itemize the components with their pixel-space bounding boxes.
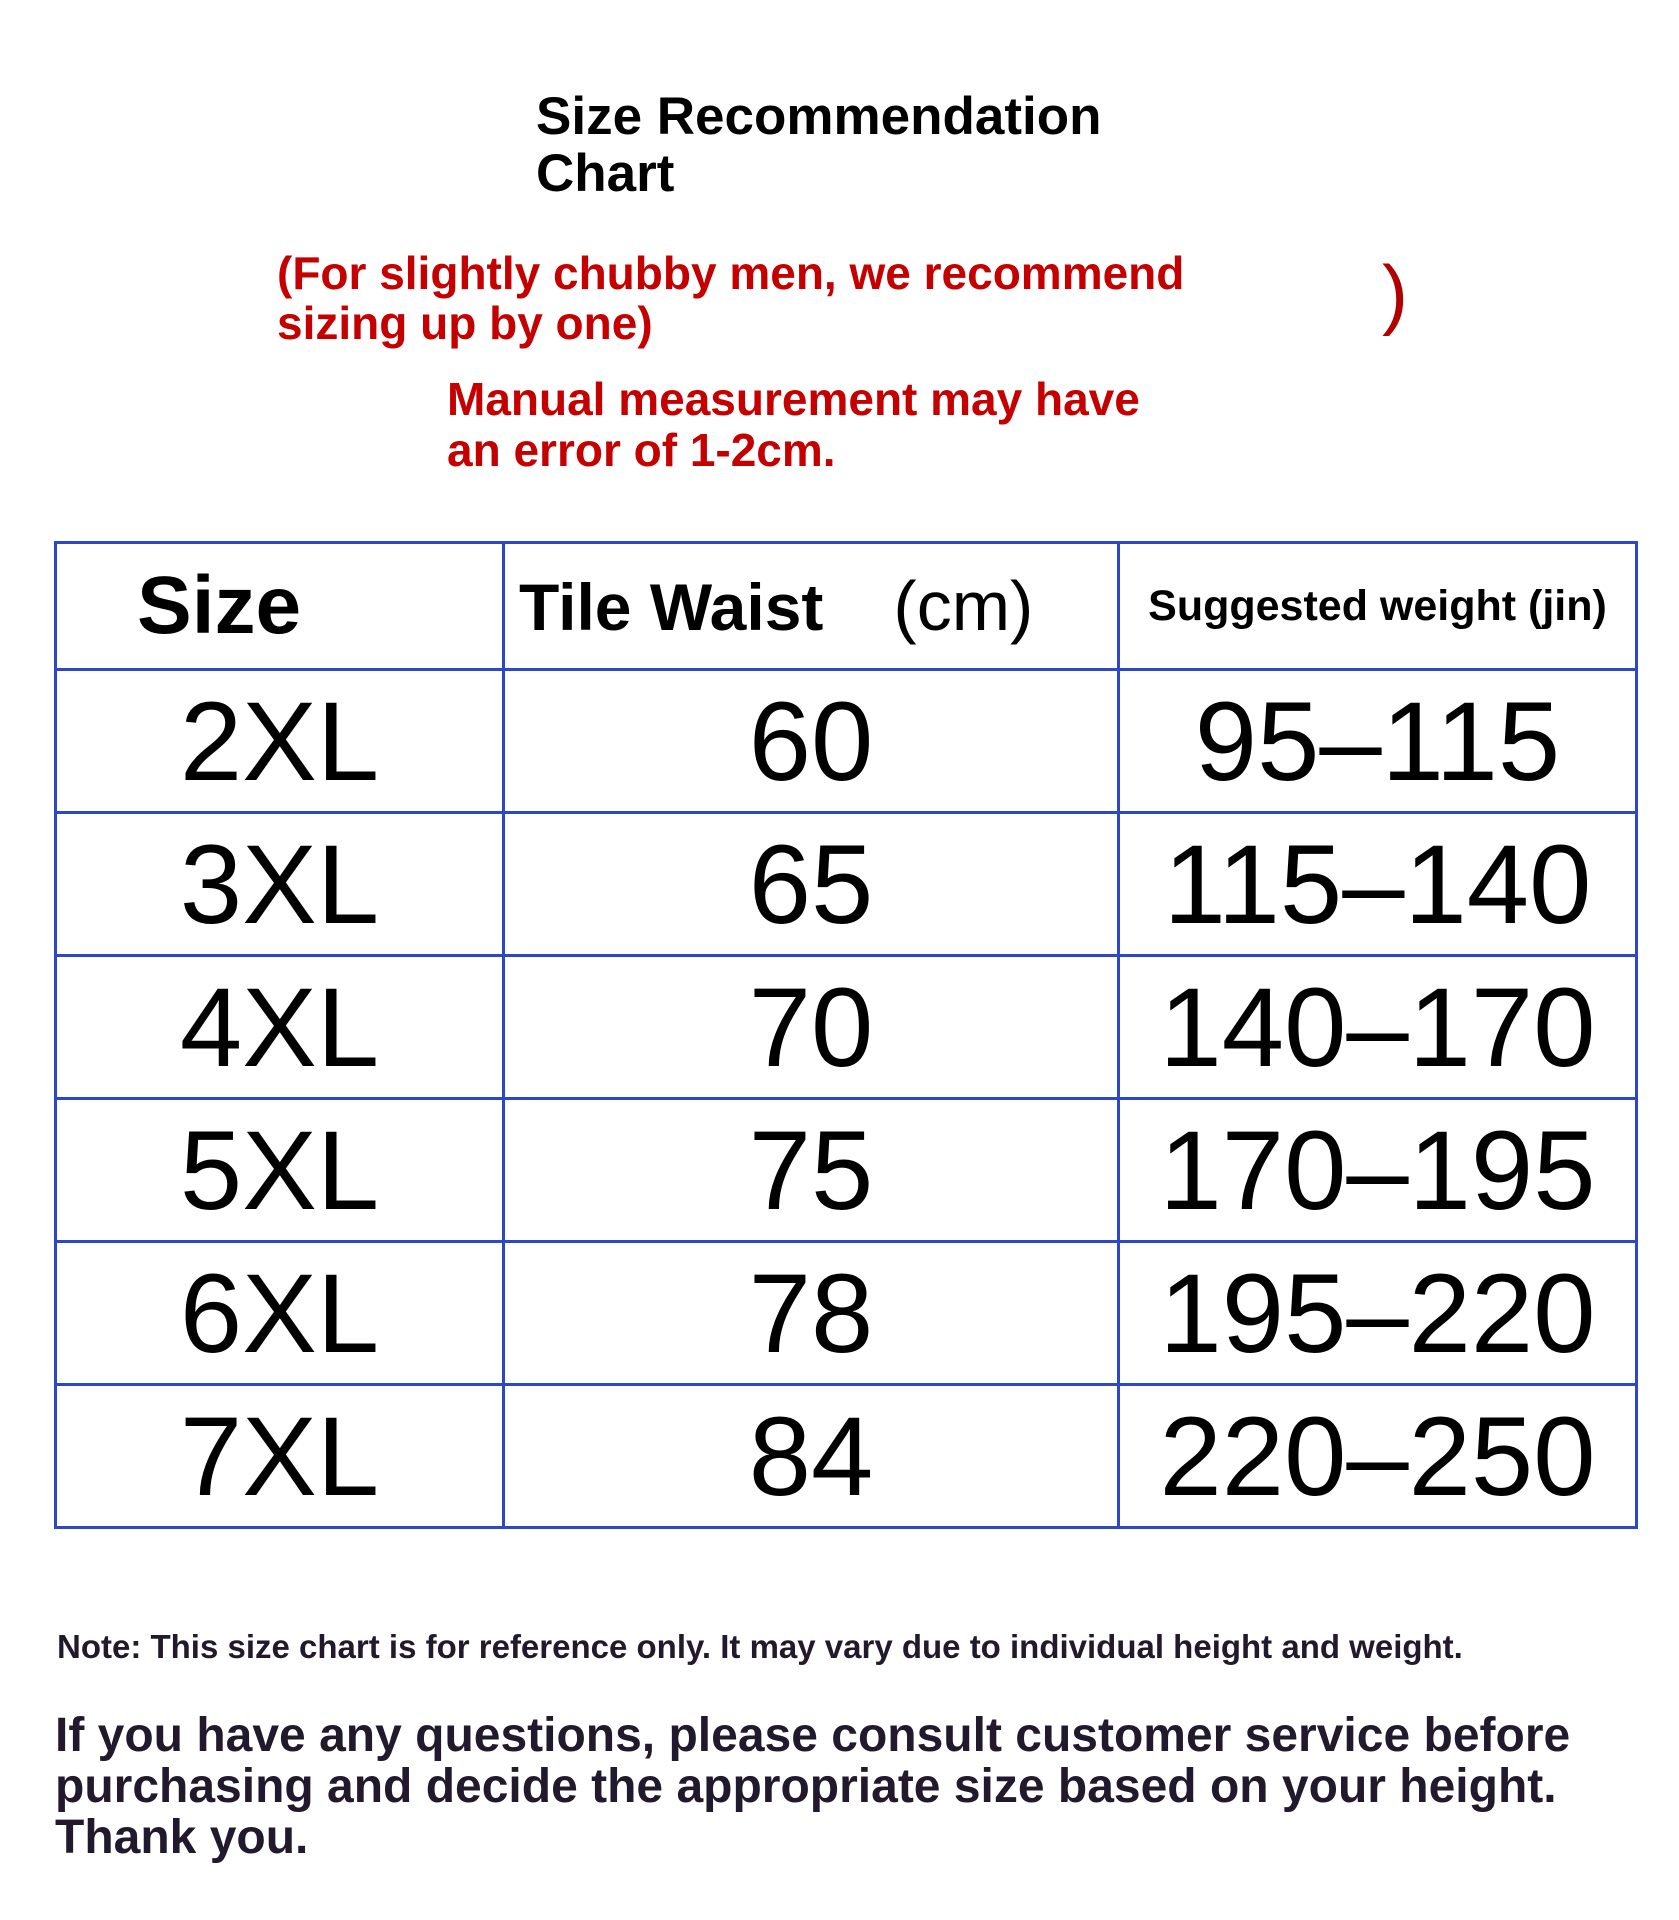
- cell-waist: 78: [504, 1242, 1119, 1385]
- cell-size: 4XL: [56, 956, 504, 1099]
- page-title: [536, 88, 1101, 202]
- cell-size: 5XL: [56, 1099, 504, 1242]
- header-waist-label: Tile Waist: [519, 570, 824, 644]
- header-waist-unit: (cm): [893, 567, 1034, 645]
- header-waist: [504, 543, 1119, 670]
- title-line-1: Size Recommendation: [536, 87, 1102, 146]
- cell-weight: 95–115: [1119, 670, 1637, 813]
- cell-size: 6XL: [56, 1242, 504, 1385]
- cell-weight: 195–220: [1119, 1242, 1637, 1385]
- header-size: Size: [56, 543, 504, 670]
- measurement-line-2: an error of 1-2cm.: [447, 424, 836, 476]
- size-table: [54, 541, 1638, 1529]
- cell-weight: 140–170: [1119, 956, 1637, 1099]
- closing-paren: ): [1382, 249, 1408, 337]
- table-row: [56, 1385, 1637, 1528]
- cell-weight: 115–140: [1119, 813, 1637, 956]
- cell-waist: 75: [504, 1099, 1119, 1242]
- header-weight: Suggested weight (jin): [1119, 543, 1637, 670]
- title-line-2: Chart: [536, 144, 675, 203]
- cell-weight: 220–250: [1119, 1385, 1637, 1528]
- cell-size: 3XL: [56, 813, 504, 956]
- cell-waist: 60: [504, 670, 1119, 813]
- table-row: [56, 813, 1637, 956]
- table-row: [56, 670, 1637, 813]
- cell-waist: 65: [504, 813, 1119, 956]
- consult-message: If you have any questions, please consult customer service before purchasing and decide the appropriate size based on your height. Thank you.: [55, 1709, 1571, 1864]
- recommendation-line-2: sizing up by one): [277, 297, 653, 349]
- cell-weight: 170–195: [1119, 1099, 1637, 1242]
- measurement-error-note: [447, 374, 1140, 476]
- table-row: [56, 956, 1637, 1099]
- sizing-recommendation: [277, 248, 1184, 348]
- cell-size: 2XL: [56, 670, 504, 813]
- table-header-row: [56, 543, 1637, 670]
- cell-size: 7XL: [56, 1385, 504, 1528]
- reference-note: Note: This size chart is for reference only. It may vary due to individual height and weight.: [57, 1628, 1463, 1665]
- cell-waist: 70: [504, 956, 1119, 1099]
- cell-waist: 84: [504, 1385, 1119, 1528]
- recommendation-line-1: (For slightly chubby men, we recommend: [277, 247, 1185, 299]
- table-row: [56, 1099, 1637, 1242]
- table-row: [56, 1242, 1637, 1385]
- measurement-line-1: Manual measurement may have: [447, 373, 1140, 425]
